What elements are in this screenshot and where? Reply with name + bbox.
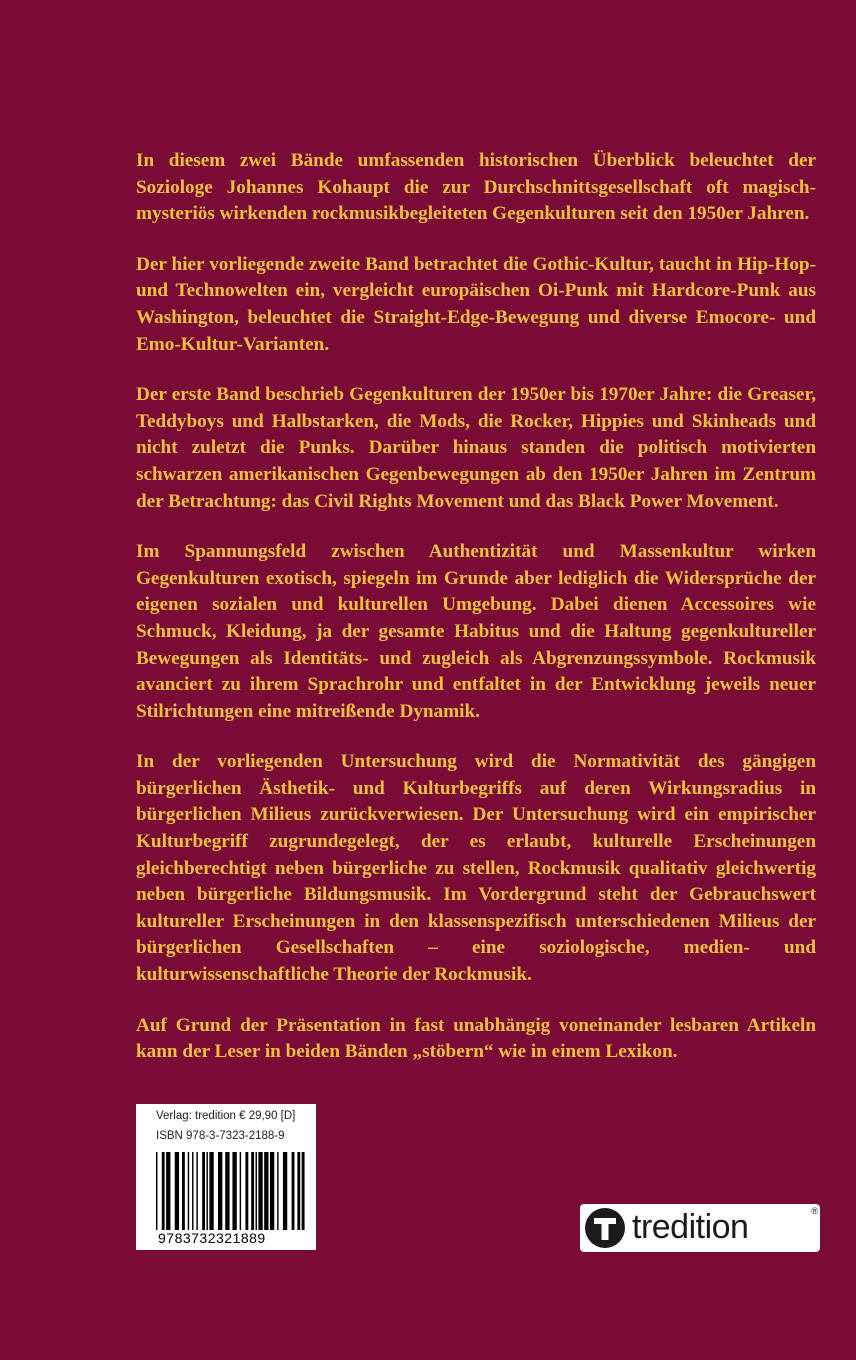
barcode-bar [196,1152,197,1230]
barcode-bar [218,1152,222,1230]
blurb-paragraph-5: In der vorliegenden Untersuchung wird die Normativität des gängigen bürgerlichen Ästhetik- und Kulturbegriffs auf deren Wirkungsradius in bürgerlichen Milieus zurückverwiesen. Der Untersuchung wird ein empirischer Kulturbegriff zugrundegelegt, der es erlaubt, kulturelle Erscheinungen gleichberechtigt neben bürgerliche zu stellen, Rockmusik qualitativ gleichwertig neben bürgerliche Bildungsmusik. Im Vordergrund steht der Gebrauchswert kultureller Erscheinungen in den klassenspezifisch unterschiedenen Milieus der bürgerlichen Gesellschaften – eine soziologische, medien- und kulturwissenschaftliche Theorie der Rockmusik. [136,751,816,986]
tredition-t-icon [584,1207,626,1249]
barcode-bar [166,1152,170,1230]
barcode-bar [156,1152,157,1230]
publisher-logo-text: tredition [632,1208,749,1246]
barcode-bar [175,1152,179,1230]
blurb-paragraph-2: Der hier vorliegende zweite Band betrachtet die Gothic-Kultur, taucht in Hip-Hop- und Technowelten ein, vergleicht europäischen Oi-Punk mit Hardcore-Punk aus Washington, beleuchtet die Straight-Edge-Bewegung und diverse Emocore- und Emo-Kultur-Varianten. [136,253,816,355]
barcode-bar [245,1152,248,1230]
barcode-bar [297,1152,300,1230]
blurb-paragraph-4: Im Spannungsfeld zwischen Authentizität und Massenkultur wirken Gegenkulturen exotisch, spiegeln im Grunde aber lediglich die Widersprüche der eigenen sozialen und kulturellen Umgebung. Dabei dienen Accessoires wie Schmuck, Kleidung, ja der gesamte Habitus und die Haltung gegenkultureller Bewegungen als Identitäts- und zugleich als Abgrenzungssymbole. Rockmusik avanciert zu ihrem Sprachrohr und entfaltet in der Entwicklung jeweils neuer Stilrichtungen eine mitreißende Dynamik. [136,541,816,722]
barcode-bar [251,1152,254,1230]
barcode-bar [232,1152,236,1230]
barcode-bar [256,1152,257,1230]
registered-mark: ® [811,1206,818,1216]
publisher-price-line: Verlag: tredition € 29,90 [D] [156,1110,296,1122]
blurb-text [136,148,816,1090]
barcode-bar [188,1152,189,1230]
barcode-bar [192,1152,193,1230]
price-barcode-box [136,1104,316,1250]
barcode-bar [240,1152,241,1230]
barcode-bar [270,1152,274,1230]
publisher-logo [580,1204,820,1252]
barcode-bar [182,1152,185,1230]
barcode-bar [283,1152,287,1230]
barcode-bar [277,1152,278,1230]
barcode-digits: 9783732321889 [158,1230,266,1246]
barcode-bar [292,1152,295,1230]
barcode-bar [162,1152,165,1230]
isbn-line: ISBN 978-3-7323-2188-9 [156,1130,285,1142]
blurb-paragraph-1: In diesem zwei Bände umfassenden historischen Überblick beleuchtet der Soziologe Johannes Kohaupt die zur Durchschnittsgesellschaft oft magisch-mysteriös wirkenden rockmusikbegleiteten Gegenkulturen seit den 1950er Jahren. [136,150,816,225]
blurb-paragraph-3: Der erste Band beschrieb Gegenkulturen der 1950er bis 1970er Jahre: die Greaser, Teddyboys und Halbstarken, die Mods, die Rocker, Hippies und Skinheads und nicht zuletzt die Punks. Darüber hinaus standen die politisch motivierten schwarzen amerikanischen Gegenbewegungen ab den 1950er Jahren im Zentrum der Betrachtung: das Civil Rights Movement und das Black Power Movement. [136,384,816,512]
barcode-bar [264,1152,268,1230]
blurb-paragraph-6: Auf Grund der Präsentation in fast unabhängig voneinander lesbaren Artikeln kann der Leser in beiden Bänden „stöbern“ wie in einem Lexikon. [136,1014,816,1063]
barcode-bar [206,1152,207,1230]
barcode-bar [202,1152,205,1230]
barcode-bar [209,1152,213,1230]
barcode-bar [225,1152,229,1230]
barcode-bar [302,1152,305,1230]
barcode-graphic [156,1152,306,1230]
barcode-bar [258,1152,262,1230]
